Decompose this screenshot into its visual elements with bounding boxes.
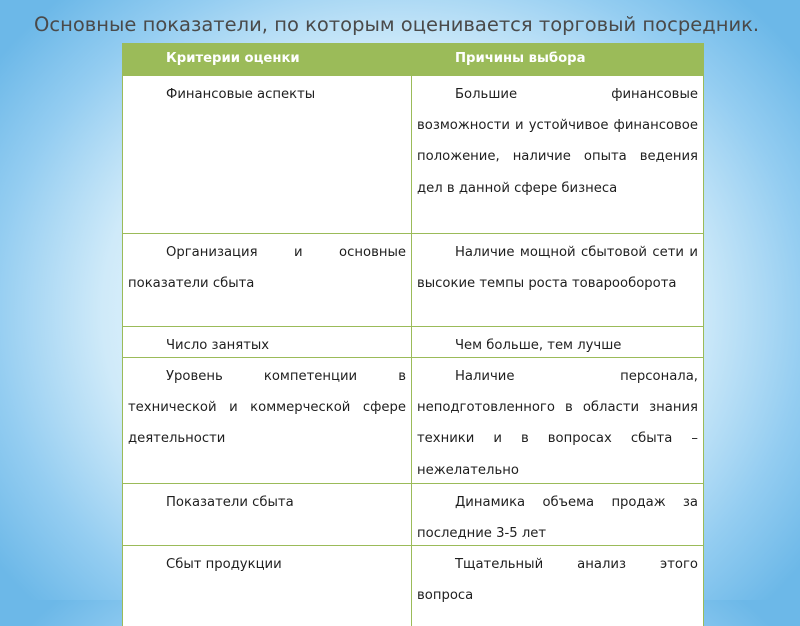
header-label: Причины выбора — [455, 51, 586, 66]
table-cell-reason — [412, 546, 703, 626]
cell-text: Показатели сбыта — [166, 495, 294, 510]
table-header-reasons — [412, 43, 703, 76]
cell-text: Тщательный анализ этого вопроса — [417, 557, 698, 604]
table-cell-reason — [412, 327, 703, 358]
table-header-criteria — [123, 43, 412, 76]
cell-text: Наличие мощной сбытовой сети и высокие темпы роста товарооборота — [417, 245, 698, 292]
criteria-table — [122, 43, 704, 626]
cell-text: Число занятых — [166, 338, 270, 353]
table-cell-criterion — [123, 76, 412, 234]
cell-text: Уровень компетенции в технической и коммерческой сфере деятельности — [128, 369, 406, 447]
cell-text: Сбыт продукции — [166, 557, 282, 572]
cell-text: Организация и основные показатели сбыта — [128, 245, 406, 292]
cell-text: Динамика объема продаж за последние 3-5 лет — [417, 495, 698, 542]
cell-text: Финансовые аспекты — [166, 87, 316, 102]
table-cell-criterion — [123, 546, 412, 626]
table-cell-reason — [412, 358, 703, 484]
table-cell-reason — [412, 234, 703, 327]
table-cell-criterion — [123, 358, 412, 484]
header-label: Критерии оценки — [166, 51, 300, 66]
cell-text: Наличие персонала, неподготовленного в области знания техники и в вопросах сбыта – нежелательно — [417, 369, 698, 478]
table-cell-criterion — [123, 234, 412, 327]
table-cell-reason — [412, 484, 703, 546]
table-cell-reason — [412, 76, 703, 234]
table-cell-criterion — [123, 327, 412, 358]
slide-title: Основные показатели, по которым оценивается торговый посредник. — [34, 13, 760, 36]
cell-text: Чем больше, тем лучше — [455, 338, 622, 353]
table-cell-criterion — [123, 484, 412, 546]
cell-text: Большие финансовые возможности и устойчивое финансовое положение, наличие опыта ведения дел в данной сфере бизнеса — [417, 87, 698, 196]
